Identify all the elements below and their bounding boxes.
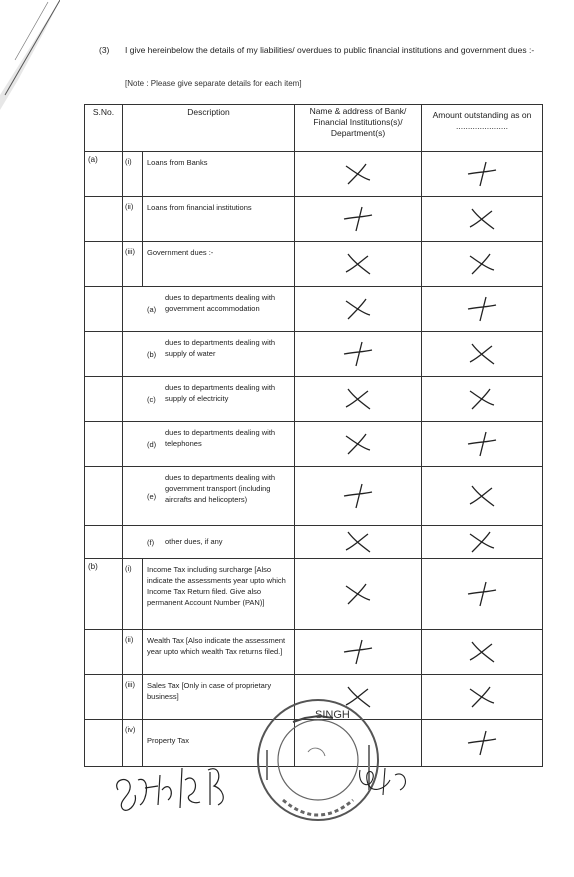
intro-text: I give hereinbelow the details of my liabilities/ overdues to public financial institutions and government dues :- [125,45,535,55]
cell-amount [422,559,543,630]
row-label: dues to departments dealing with government accommodation [165,293,276,313]
roman-divider [142,630,143,674]
row-label: Loans from Banks [147,158,208,167]
table-row [85,152,543,197]
roman-numeral: (i) [125,564,132,573]
handwritten-cross-mark [340,638,376,666]
cell-description [123,242,295,287]
cell-description [123,332,295,377]
handwritten-cross-mark [464,160,500,188]
table-row [85,287,543,332]
table-row [85,242,543,287]
liabilities-table [84,104,543,767]
cell-amount [422,422,543,467]
sub-letter: (b) [147,350,157,359]
cell-amount [422,332,543,377]
table-row [85,422,543,467]
cell-name [295,287,422,332]
cell-sno [85,377,123,422]
roman-numeral: (i) [125,157,132,166]
roman-numeral: (ii) [125,635,134,644]
stamp-text: SINGH [315,709,350,721]
cell-amount [422,720,543,767]
cell-name [295,377,422,422]
cell-sno [85,332,123,377]
row-label: dues to departments dealing with telephones [165,428,276,448]
sub-letter: (d) [147,440,157,449]
cell-amount [422,152,543,197]
cell-name [295,197,422,242]
cell-name [295,526,422,559]
sub-letter: (e) [147,492,157,501]
cell-sno [85,287,123,332]
cell-sno [85,197,123,242]
cell-sno [85,630,123,675]
cell-name [295,332,422,377]
handwritten-cross-mark [340,205,376,233]
row-label: Government dues :- [147,248,214,257]
sub-letter: (a) [147,305,157,314]
handwritten-cross-mark [464,340,500,368]
row-label: Loans from financial institutions [147,203,252,212]
table-row [85,630,543,675]
header-name: Name & address of Bank/ Financial Institutions(s)/ Department(s) [295,105,422,152]
cell-description [123,287,295,332]
intro-note: [Note : Please give separate details for each item] [125,79,302,88]
cell-amount [422,242,543,287]
roman-numeral: (iii) [125,247,135,256]
handwritten-cross-mark [464,638,500,666]
handwritten-cross-mark [464,528,500,556]
cell-description [123,377,295,422]
roman-divider [142,559,143,629]
handwritten-cross-mark [340,160,376,188]
roman-numeral: (ii) [125,202,134,211]
handwritten-cross-mark [464,482,500,510]
row-label: Wealth Tax [Also indicate the assessment year upto which wealth Tax returns filed.] [147,636,286,656]
item-number: (3) [99,45,110,55]
handwritten-cross-mark [340,430,376,458]
cell-description [123,630,295,675]
cell-sno [85,526,123,559]
handwritten-cross-mark [464,250,500,278]
cell-amount [422,630,543,675]
scan-fold-mark [0,0,60,110]
table-row [85,526,543,559]
cell-amount [422,377,543,422]
cell-sno [85,559,123,630]
roman-divider [142,242,143,286]
cell-description [123,152,295,197]
cell-sno [85,467,123,526]
handwritten-name [110,760,250,825]
handwritten-cross-mark [464,580,500,608]
cell-amount [422,675,543,720]
cell-sno [85,152,123,197]
row-label: dues to departments dealing with supply of water [165,338,276,358]
table-row [85,377,543,422]
table-row [85,559,543,630]
cell-name [295,467,422,526]
row-label: other dues, if any [165,537,223,546]
cell-amount [422,526,543,559]
table-header-row [85,105,543,152]
cell-name [295,242,422,287]
roman-numeral: (iii) [125,680,135,689]
cell-name [295,559,422,630]
handwritten-cross-mark [340,580,376,608]
cell-name [295,630,422,675]
header-amount: Amount outstanding as on ...................... [422,105,543,152]
table-row [85,332,543,377]
handwritten-cross-mark [340,340,376,368]
cell-description [123,422,295,467]
handwritten-cross-mark [340,528,376,556]
handwritten-cross-mark [464,683,500,711]
sno-label: (b) [88,562,98,571]
cell-description [123,467,295,526]
sub-letter: (f) [147,538,155,547]
header-description: Description [123,105,295,152]
cell-amount [422,467,543,526]
handwritten-cross-mark [340,250,376,278]
handwritten-cross-mark [464,430,500,458]
cell-sno [85,422,123,467]
cell-sno [85,675,123,720]
row-label: Sales Tax [Only in case of proprietary business] [147,681,272,701]
handwritten-cross-mark [464,205,500,233]
cell-name [295,152,422,197]
cell-description [123,559,295,630]
cell-description [123,197,295,242]
handwritten-cross-mark [464,729,500,757]
roman-divider [142,197,143,241]
cell-amount [422,287,543,332]
cell-name [295,422,422,467]
handwritten-cross-mark [464,385,500,413]
sub-letter: (c) [147,395,156,404]
cell-description [123,526,295,559]
row-label: dues to departments dealing with supply of electricity [165,383,276,403]
sno-label: (a) [88,155,98,164]
handwritten-cross-mark [340,482,376,510]
roman-numeral: (iv) [125,725,136,734]
roman-divider [142,152,143,196]
table-row [85,197,543,242]
handwritten-cross-mark [340,385,376,413]
handwritten-cross-mark [464,295,500,323]
cell-amount [422,197,543,242]
row-label: dues to departments dealing with government transport (including aircrafts and helicopters) [165,473,276,504]
cell-sno [85,242,123,287]
table-row [85,467,543,526]
row-label: Property Tax [147,736,189,745]
handwritten-cross-mark [340,295,376,323]
row-label: Income Tax including surcharge [Also indicate the assessments year upto which Income Tax Return filed. Give also permanent Account Number (PAN)] [147,565,286,607]
roman-divider [142,675,143,719]
header-sno: S.No. [85,105,123,152]
signature [355,760,415,805]
